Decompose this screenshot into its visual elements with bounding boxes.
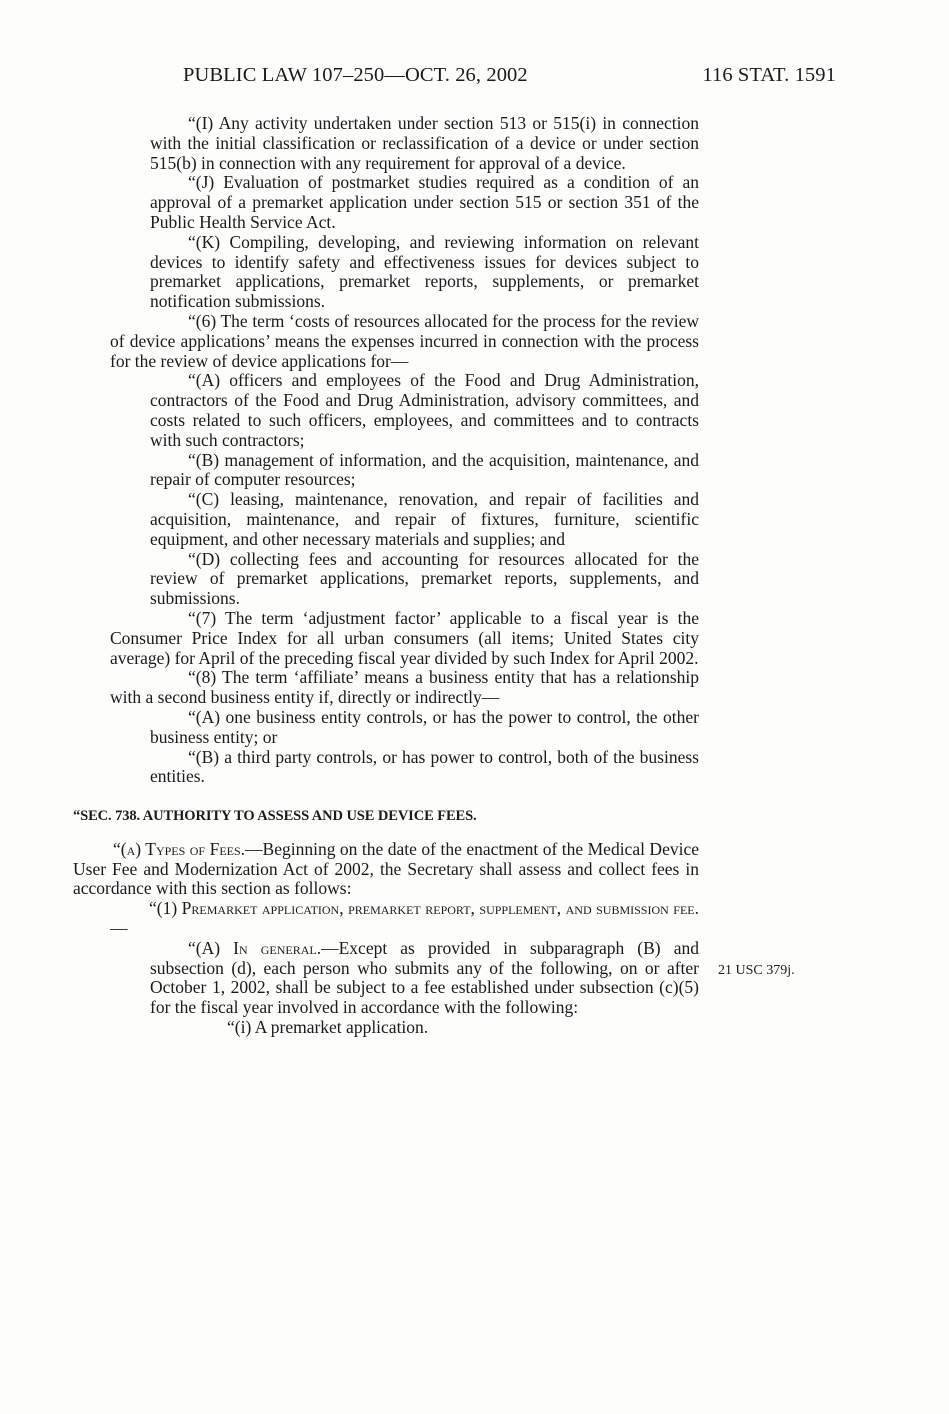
- paragraph-6-B: “(B) management of information, and the acquisition, maintenance, and repair of computer resources;: [150, 449, 699, 490]
- body-text: [73, 114, 699, 1038]
- paragraph-a-1-label: “(1) Premarket application, premarket report, supplement, and submission fee.—: [110, 898, 699, 939]
- paragraph-a-1: [110, 899, 699, 939]
- paragraph-5-J: “(J) Evaluation of postmarket studies required as a condition of an approval of a premarket application under section 515 or section 351 of the Public Health Service Act.: [150, 172, 699, 232]
- running-head-stat-page: 116 STAT. 1591: [702, 64, 836, 86]
- paragraph-8-B: “(B) a third party controls, or has power to control, both of the business entities.: [150, 746, 699, 787]
- subsection-a-label: “(a) Types of Fees.—: [113, 838, 263, 859]
- paragraph-6-D: “(D) collecting fees and accounting for resources allocated for the review of premarket applications, premarket reports, supplements, and submissions.: [150, 548, 699, 609]
- subsection-a-text: Beginning on the date of the enactment of the Medical Device User Fee and Modernization Act of 2002, the Secretary shall assess and collect fees in accordance with this section as follows:: [73, 838, 699, 899]
- running-head: [183, 64, 836, 92]
- subparagraph-a-1-A-text: Except as provided in subparagraph (B) and subsection (d), each person who submits any of the following, on or after October 1, 2002, shall be subject to a fee established under subsection (c)(5) for the fiscal year involved in accordance with the following:: [150, 937, 699, 1018]
- running-head-citation: PUBLIC LAW 107–250—OCT. 26, 2002: [183, 64, 528, 86]
- paragraph-8: “(8) The term ‘affiliate’ means a business entity that has a relationship with a second business entity if, directly or indirectly—: [110, 667, 699, 708]
- subparagraph-a-1-A: [150, 939, 699, 1018]
- subsection-a: [73, 840, 699, 899]
- margin-citation: 21 USC 379j.: [718, 963, 795, 978]
- paragraph-5-I: “(I) Any activity undertaken under section 513 or 515(i) in connection with the initial classification or reclassification of a device or under section 515(b) in connection with any requirement for approval of a device.: [150, 113, 699, 173]
- paragraph-7: “(7) The term ‘adjustment factor’ applicable to a fiscal year is the Consumer Price Index for all urban consumers (all items; United States city average) for April of the preceding fiscal year divided by such Index for April 2002.: [110, 607, 699, 668]
- paragraph-8-A: “(A) one business entity controls, or has the power to control, the other business entity; or: [150, 706, 699, 747]
- paragraph-6: “(6) The term ‘costs of resources allocated for the process for the review of device applications’ means the expenses incurred in connection with the process for the review of device applications for—: [110, 310, 699, 371]
- paragraph-5-K: “(K) Compiling, developing, and reviewing information on relevant devices to identify safety and effectiveness issues for devices subject to premarket applications, premarket reports, supplements, or premarket notification submissions.: [150, 231, 699, 312]
- section-heading: “SEC. 738. AUTHORITY TO ASSESS AND USE DEVICE FEES.: [73, 808, 477, 825]
- paragraph-6-A: “(A) officers and employees of the Food and Drug Administration, contractors of the Food and Drug Administration, advisory committees, and costs related to such officers, employees, and committees and to contracts with such contractors;: [150, 370, 699, 450]
- subparagraph-a-1-A-label: “(A) In general.—: [188, 937, 339, 958]
- clause-i: “(i) A premarket application.: [227, 1017, 429, 1038]
- paragraph-6-C: “(C) leasing, maintenance, renovation, and repair of facilities and acquisition, maintenance, and repair of fixtures, furniture, scientific equipment, and other necessary materials and supplies; and: [150, 489, 699, 549]
